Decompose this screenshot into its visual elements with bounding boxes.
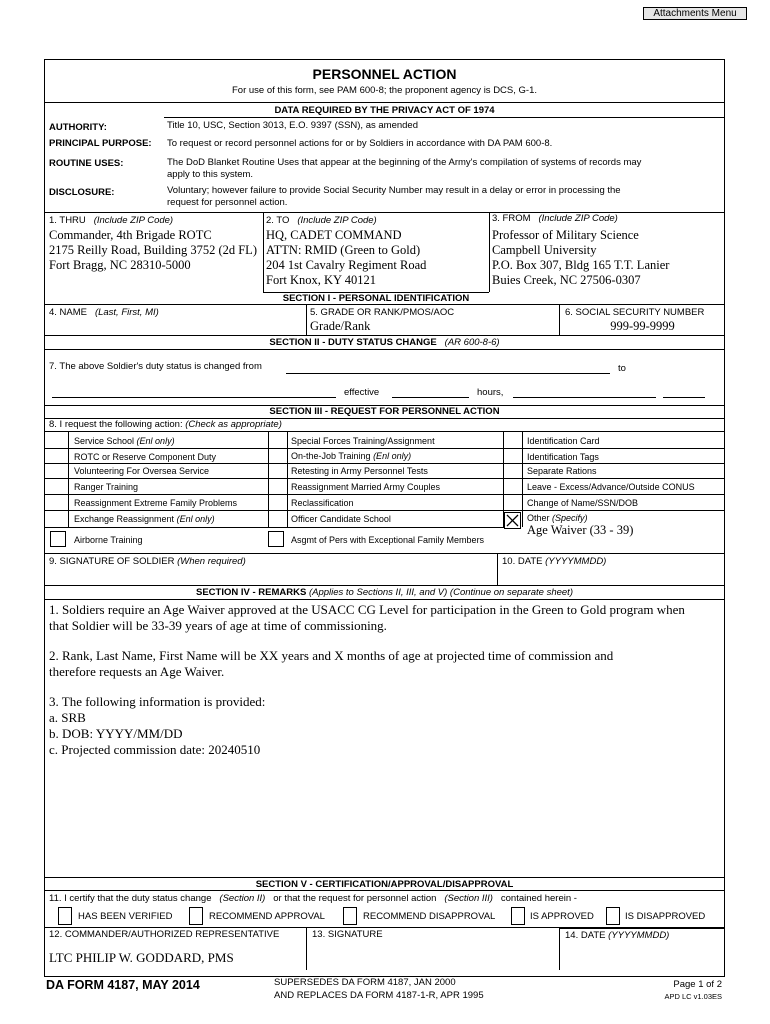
duty-status-text: 7. The above Soldier's duty status is changed from: [49, 361, 262, 372]
supersedes-line-1: SUPERSEDES DA FORM 4187, JAN 2000: [274, 977, 456, 988]
option-id-card[interactable]: Identification Card: [527, 436, 600, 446]
thru-label: 1. THRU (Include ZIP Code): [49, 215, 174, 226]
from-label: 3. FROM (Include ZIP Code): [492, 213, 618, 224]
approval-date-label: 14. DATE (YYYYMMDD): [565, 930, 670, 941]
purpose-text: To request or record personnel actions for or by Soldiers in accordance with DA PAM 600-8.: [167, 138, 553, 149]
checkbox-airborne-training[interactable]: [50, 531, 66, 547]
option-recommend-disapproval[interactable]: RECOMMEND DISAPPROVAL: [363, 911, 496, 922]
option-reclassification[interactable]: Reclassification: [291, 498, 354, 508]
to-address[interactable]: HQ, CADET COMMAND ATTN: RMID (Green to Gold) 204 1st Cavalry Regiment Road Fort Knox, KY 40121: [266, 228, 427, 287]
authority-text: Title 10, USC, Section 3013, E.O. 9397 (SSN), as amended: [167, 120, 418, 131]
section5-heading: SECTION V - CERTIFICATION/APPROVAL/DISAPPROVAL: [255, 879, 514, 890]
authority-label: AUTHORITY:: [49, 122, 107, 133]
from-address[interactable]: Professor of Military Science Campbell University P.O. Box 307, Bldg 165 T.T. Lanier Buies Creek, NC 27506-0307: [492, 228, 670, 287]
routine-text-1: The DoD Blanket Routine Uses that appear at the beginning of the Army's compilation of systems of records may: [167, 157, 642, 168]
other-specify-field[interactable]: Age Waiver (33 - 39): [527, 523, 634, 537]
soldier-date-field[interactable]: [500, 567, 722, 583]
option-is-disapproved[interactable]: IS DISAPPROVED: [625, 911, 706, 922]
routine-label: ROUTINE USES:: [49, 158, 124, 169]
soldier-date-label: 10. DATE (YYYYMMDD): [502, 556, 607, 567]
attachments-menu-button[interactable]: Attachments Menu: [643, 7, 747, 20]
request-action-text: 8. I request the following action: (Check as appropriate): [49, 419, 282, 430]
option-married-couples[interactable]: Reassignment Married Army Couples: [291, 482, 441, 492]
name-label: 4. NAME (Last, First, MI): [49, 307, 159, 318]
name-field[interactable]: [48, 318, 304, 334]
checkbox-is-approved[interactable]: [511, 907, 525, 925]
checkbox-other[interactable]: [504, 512, 521, 529]
effective-date-field[interactable]: [392, 397, 469, 398]
option-id-tags[interactable]: Identification Tags: [527, 452, 599, 462]
option-special-forces[interactable]: Special Forces Training/Assignment: [291, 436, 435, 446]
to-word: to: [618, 363, 626, 374]
disclosure-text-2: request for personnel action.: [167, 197, 288, 208]
commander-field[interactable]: LTC PHILIP W. GODDARD, PMS: [49, 950, 234, 965]
supersedes-line-2: AND REPLACES DA FORM 4187-1-R, APR 1995: [274, 990, 484, 1001]
page-number: Page 1 of 2: [673, 979, 722, 990]
duty-status-to-field[interactable]: [52, 397, 336, 398]
thru-address[interactable]: Commander, 4th Brigade ROTC 2175 Reilly Road, Building 3752 (2d FL) Fort Bragg, NC 28310-5000: [49, 228, 257, 272]
checkmark-x-icon: [505, 513, 520, 528]
commander-label: 12. COMMANDER/AUTHORIZED REPRESENTATIVE: [49, 929, 280, 940]
checkbox-recommend-approval[interactable]: [189, 907, 203, 925]
checkbox-has-been-verified[interactable]: [58, 907, 72, 925]
option-other[interactable]: Other (Specify): [527, 513, 588, 523]
option-change-name[interactable]: Change of Name/SSN/DOB: [527, 498, 639, 508]
hours-word: hours,: [477, 387, 504, 398]
option-family-problems[interactable]: Reassignment Extreme Family Problems: [74, 498, 238, 508]
soldier-signature-field[interactable]: [48, 567, 494, 583]
certify-text: 11. I certify that the duty status change (Section II) or that the request for personnel action (Section III) contained herein -: [49, 893, 577, 904]
ssn-field[interactable]: 999-99-9999: [610, 319, 675, 333]
form-title: PERSONNEL ACTION: [312, 66, 457, 82]
disclosure-label: DISCLOSURE:: [49, 187, 115, 198]
section1-heading: SECTION I - PERSONAL IDENTIFICATION: [282, 293, 470, 304]
option-exceptional-family[interactable]: Asgmt of Pers with Exceptional Family Members: [291, 535, 485, 545]
option-on-the-job[interactable]: On-the-Job Training (Enl only): [291, 451, 412, 461]
hours-field[interactable]: [513, 397, 656, 398]
section2-heading: SECTION II - DUTY STATUS CHANGE (AR 600-8-6): [269, 337, 500, 348]
ssn-label: 6. SOCIAL SECURITY NUMBER: [565, 307, 705, 318]
option-has-been-verified[interactable]: HAS BEEN VERIFIED: [78, 911, 173, 922]
routine-text-2: apply to this system.: [167, 169, 254, 180]
option-airborne-training[interactable]: Airborne Training: [74, 535, 143, 545]
signature-label: 13. SIGNATURE: [312, 929, 383, 940]
option-separate-rations[interactable]: Separate Rations: [527, 466, 597, 476]
option-retesting[interactable]: Retesting in Army Personnel Tests: [291, 466, 428, 476]
approval-date-field[interactable]: [562, 944, 722, 966]
option-rotc-duty[interactable]: ROTC or Reserve Component Duty: [74, 452, 217, 462]
option-ocs[interactable]: Officer Candidate School: [291, 514, 391, 524]
soldier-signature-label: 9. SIGNATURE OF SOLDIER (When required): [49, 556, 246, 567]
remarks-field[interactable]: 1. Soldiers require an Age Waiver approved at the USACC CG Level for participation in the Green to Gold program when that Soldier will be 33-39 years of age at time of commissioning. 2. Rank, Last Name, First Name will be XX years and X months of age at projected time of commission and therefore requests an Age Waiver. 3. The following information is provided: a. SRB b. DOB: YYYY/MM/DD c. Projected commission date: 20240510: [49, 602, 685, 757]
option-is-approved[interactable]: IS APPROVED: [530, 911, 594, 922]
option-leave[interactable]: Leave - Excess/Advance/Outside CONUS: [527, 482, 695, 492]
grade-field[interactable]: Grade/Rank: [310, 319, 371, 333]
purpose-label: PRINCIPAL PURPOSE:: [49, 138, 152, 149]
option-recommend-approval[interactable]: RECOMMEND APPROVAL: [209, 911, 325, 922]
option-oversea-service[interactable]: Volunteering For Oversea Service: [74, 466, 210, 476]
grade-label: 5. GRADE OR RANK/PMOS/AOC: [310, 307, 455, 318]
checkbox-is-disapproved[interactable]: [606, 907, 620, 925]
option-service-school[interactable]: Service School (Enl only): [74, 436, 175, 446]
option-ranger-training[interactable]: Ranger Training: [74, 482, 139, 492]
checkbox-exceptional-family[interactable]: [268, 531, 284, 547]
form-subtitle: For use of this form, see PAM 600-8; the proponent agency is DCS, G-1.: [231, 85, 538, 96]
effective-word: effective: [344, 387, 380, 398]
form-version: APD LC v1.03ES: [664, 992, 722, 1001]
to-label: 2. TO (Include ZIP Code): [266, 215, 377, 226]
option-exchange-reassignment[interactable]: Exchange Reassignment (Enl only): [74, 514, 215, 524]
privacy-heading: DATA REQUIRED BY THE PRIVACY ACT OF 1974: [274, 105, 495, 116]
commander-signature-field[interactable]: [310, 942, 556, 968]
hours-extra-field[interactable]: [663, 397, 705, 398]
disclosure-text-1: Voluntary; however failure to provide Social Security Number may result in a delay or error in processing the: [167, 185, 621, 196]
checkbox-recommend-disapproval[interactable]: [343, 907, 357, 925]
section3-heading: SECTION III - REQUEST FOR PERSONNEL ACTION: [269, 406, 500, 417]
duty-status-from-field[interactable]: [286, 373, 610, 374]
form-id: DA FORM 4187, MAY 2014: [46, 978, 200, 992]
section4-heading: SECTION IV - REMARKS (Applies to Sections II, III, and V) (Continue on separate sheet): [196, 587, 573, 598]
